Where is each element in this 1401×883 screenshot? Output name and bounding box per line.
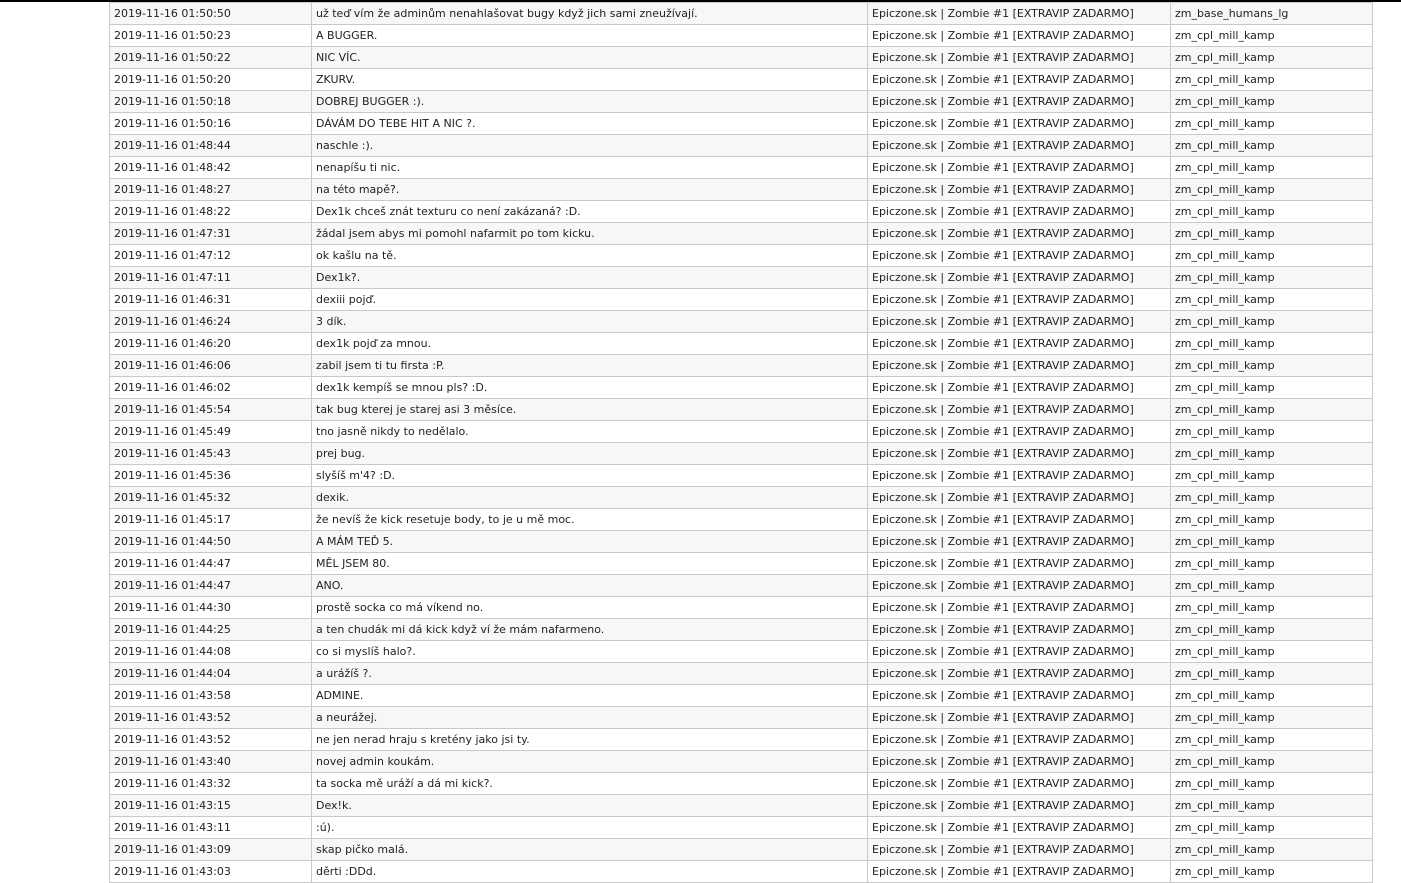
timestamp-cell: 2019-11-16 01:44:08 <box>110 641 312 663</box>
server-cell: Epiczone.sk | Zombie #1 [EXTRAVIP ZADARMO] <box>868 861 1171 883</box>
timestamp-cell: 2019-11-16 01:50:23 <box>110 25 312 47</box>
server-cell: Epiczone.sk | Zombie #1 [EXTRAVIP ZADARMO] <box>868 135 1171 157</box>
server-cell: Epiczone.sk | Zombie #1 [EXTRAVIP ZADARMO] <box>868 267 1171 289</box>
map-cell: zm_cpl_mill_kamp <box>1171 135 1373 157</box>
server-cell: Epiczone.sk | Zombie #1 [EXTRAVIP ZADARMO] <box>868 3 1171 25</box>
map-cell: zm_cpl_mill_kamp <box>1171 201 1373 223</box>
message-cell: ANO. <box>312 575 868 597</box>
map-cell: zm_cpl_mill_kamp <box>1171 245 1373 267</box>
table-row <box>110 135 1373 157</box>
message-cell: dexik. <box>312 487 868 509</box>
table-row <box>110 509 1373 531</box>
table-row <box>110 773 1373 795</box>
timestamp-cell: 2019-11-16 01:44:47 <box>110 553 312 575</box>
table-row <box>110 707 1373 729</box>
message-cell: :ú). <box>312 817 868 839</box>
table-row <box>110 729 1373 751</box>
timestamp-cell: 2019-11-16 01:43:03 <box>110 861 312 883</box>
map-cell: zm_cpl_mill_kamp <box>1171 267 1373 289</box>
map-cell: zm_cpl_mill_kamp <box>1171 597 1373 619</box>
map-cell: zm_cpl_mill_kamp <box>1171 575 1373 597</box>
table-row <box>110 3 1373 25</box>
message-cell: MĚL JSEM 80. <box>312 553 868 575</box>
message-cell: naschle :). <box>312 135 868 157</box>
message-cell: ne jen nerad hraju s kretény jako jsi ty. <box>312 729 868 751</box>
server-cell: Epiczone.sk | Zombie #1 [EXTRAVIP ZADARMO] <box>868 597 1171 619</box>
message-cell: ZKURV. <box>312 69 868 91</box>
map-cell: zm_cpl_mill_kamp <box>1171 861 1373 883</box>
table-row <box>110 817 1373 839</box>
timestamp-cell: 2019-11-16 01:50:20 <box>110 69 312 91</box>
table-row <box>110 47 1373 69</box>
map-cell: zm_cpl_mill_kamp <box>1171 729 1373 751</box>
server-cell: Epiczone.sk | Zombie #1 [EXTRAVIP ZADARMO] <box>868 179 1171 201</box>
table-row <box>110 69 1373 91</box>
message-cell: NIC VÍC. <box>312 47 868 69</box>
server-cell: Epiczone.sk | Zombie #1 [EXTRAVIP ZADARMO] <box>868 729 1171 751</box>
map-cell: zm_cpl_mill_kamp <box>1171 311 1373 333</box>
table-row <box>110 179 1373 201</box>
timestamp-cell: 2019-11-16 01:46:24 <box>110 311 312 333</box>
server-cell: Epiczone.sk | Zombie #1 [EXTRAVIP ZADARMO] <box>868 377 1171 399</box>
map-cell: zm_cpl_mill_kamp <box>1171 421 1373 443</box>
timestamp-cell: 2019-11-16 01:43:58 <box>110 685 312 707</box>
message-cell: Dex1k?. <box>312 267 868 289</box>
table-row <box>110 619 1373 641</box>
server-cell: Epiczone.sk | Zombie #1 [EXTRAVIP ZADARMO] <box>868 421 1171 443</box>
timestamp-cell: 2019-11-16 01:44:04 <box>110 663 312 685</box>
timestamp-cell: 2019-11-16 01:50:16 <box>110 113 312 135</box>
map-cell: zm_cpl_mill_kamp <box>1171 795 1373 817</box>
table-row <box>110 751 1373 773</box>
server-cell: Epiczone.sk | Zombie #1 [EXTRAVIP ZADARMO] <box>868 531 1171 553</box>
server-cell: Epiczone.sk | Zombie #1 [EXTRAVIP ZADARMO] <box>868 69 1171 91</box>
map-cell: zm_cpl_mill_kamp <box>1171 399 1373 421</box>
server-cell: Epiczone.sk | Zombie #1 [EXTRAVIP ZADARMO] <box>868 641 1171 663</box>
table-row <box>110 91 1373 113</box>
map-cell: zm_cpl_mill_kamp <box>1171 289 1373 311</box>
server-cell: Epiczone.sk | Zombie #1 [EXTRAVIP ZADARMO] <box>868 201 1171 223</box>
server-cell: Epiczone.sk | Zombie #1 [EXTRAVIP ZADARMO] <box>868 751 1171 773</box>
table-row <box>110 421 1373 443</box>
message-cell: 3 dík. <box>312 311 868 333</box>
server-cell: Epiczone.sk | Zombie #1 [EXTRAVIP ZADARMO] <box>868 311 1171 333</box>
timestamp-cell: 2019-11-16 01:44:30 <box>110 597 312 619</box>
map-cell: zm_cpl_mill_kamp <box>1171 641 1373 663</box>
server-cell: Epiczone.sk | Zombie #1 [EXTRAVIP ZADARMO] <box>868 443 1171 465</box>
timestamp-cell: 2019-11-16 01:45:49 <box>110 421 312 443</box>
server-cell: Epiczone.sk | Zombie #1 [EXTRAVIP ZADARMO] <box>868 223 1171 245</box>
server-cell: Epiczone.sk | Zombie #1 [EXTRAVIP ZADARMO] <box>868 795 1171 817</box>
message-cell: tak bug kterej je starej asi 3 měsíce. <box>312 399 868 421</box>
chat-log-table <box>109 2 1373 883</box>
message-cell: že nevíš že kick resetuje body, to je u mě moc. <box>312 509 868 531</box>
message-cell: a neurážej. <box>312 707 868 729</box>
table-row <box>110 289 1373 311</box>
table-row <box>110 157 1373 179</box>
server-cell: Epiczone.sk | Zombie #1 [EXTRAVIP ZADARMO] <box>868 399 1171 421</box>
timestamp-cell: 2019-11-16 01:44:25 <box>110 619 312 641</box>
message-cell: prostě socka co má víkend no. <box>312 597 868 619</box>
table-row <box>110 113 1373 135</box>
message-cell: dexiii pojď. <box>312 289 868 311</box>
map-cell: zm_cpl_mill_kamp <box>1171 707 1373 729</box>
timestamp-cell: 2019-11-16 01:47:12 <box>110 245 312 267</box>
message-cell: dex1k kempíš se mnou pls? :D. <box>312 377 868 399</box>
message-cell: žádal jsem abys mi pomohl nafarmit po tom kicku. <box>312 223 868 245</box>
table-row <box>110 267 1373 289</box>
timestamp-cell: 2019-11-16 01:43:52 <box>110 729 312 751</box>
server-cell: Epiczone.sk | Zombie #1 [EXTRAVIP ZADARMO] <box>868 619 1171 641</box>
timestamp-cell: 2019-11-16 01:45:36 <box>110 465 312 487</box>
map-cell: zm_cpl_mill_kamp <box>1171 157 1373 179</box>
timestamp-cell: 2019-11-16 01:44:47 <box>110 575 312 597</box>
message-cell: Dex!k. <box>312 795 868 817</box>
server-cell: Epiczone.sk | Zombie #1 [EXTRAVIP ZADARMO] <box>868 575 1171 597</box>
table-row <box>110 597 1373 619</box>
table-row <box>110 839 1373 861</box>
message-cell: DOBREJ BUGGER :). <box>312 91 868 113</box>
server-cell: Epiczone.sk | Zombie #1 [EXTRAVIP ZADARMO] <box>868 91 1171 113</box>
message-cell: ADMINE. <box>312 685 868 707</box>
table-row <box>110 795 1373 817</box>
table-row <box>110 223 1373 245</box>
timestamp-cell: 2019-11-16 01:45:17 <box>110 509 312 531</box>
timestamp-cell: 2019-11-16 01:43:52 <box>110 707 312 729</box>
timestamp-cell: 2019-11-16 01:47:11 <box>110 267 312 289</box>
server-cell: Epiczone.sk | Zombie #1 [EXTRAVIP ZADARMO] <box>868 553 1171 575</box>
table-row <box>110 25 1373 47</box>
message-cell: co si myslíš halo?. <box>312 641 868 663</box>
timestamp-cell: 2019-11-16 01:48:27 <box>110 179 312 201</box>
timestamp-cell: 2019-11-16 01:46:20 <box>110 333 312 355</box>
message-cell: už teď vím že adminům nenahlašovat bugy když jich sami zneužívají. <box>312 3 868 25</box>
message-cell: novej admin koukám. <box>312 751 868 773</box>
table-row <box>110 355 1373 377</box>
timestamp-cell: 2019-11-16 01:45:43 <box>110 443 312 465</box>
table-row <box>110 575 1373 597</box>
server-cell: Epiczone.sk | Zombie #1 [EXTRAVIP ZADARMO] <box>868 773 1171 795</box>
server-cell: Epiczone.sk | Zombie #1 [EXTRAVIP ZADARMO] <box>868 355 1171 377</box>
message-cell: dex1k pojď za mnou. <box>312 333 868 355</box>
message-cell: ta socka mě uráží a dá mi kick?. <box>312 773 868 795</box>
map-cell: zm_cpl_mill_kamp <box>1171 509 1373 531</box>
map-cell: zm_cpl_mill_kamp <box>1171 531 1373 553</box>
message-cell: DÁVÁM DO TEBE HIT A NIC ?. <box>312 113 868 135</box>
map-cell: zm_cpl_mill_kamp <box>1171 817 1373 839</box>
table-row <box>110 465 1373 487</box>
map-cell: zm_cpl_mill_kamp <box>1171 333 1373 355</box>
map-cell: zm_cpl_mill_kamp <box>1171 685 1373 707</box>
server-cell: Epiczone.sk | Zombie #1 [EXTRAVIP ZADARMO] <box>868 487 1171 509</box>
message-cell: a ten chudák mi dá kick když ví že mám nafarmeno. <box>312 619 868 641</box>
server-cell: Epiczone.sk | Zombie #1 [EXTRAVIP ZADARMO] <box>868 157 1171 179</box>
table-row <box>110 333 1373 355</box>
map-cell: zm_cpl_mill_kamp <box>1171 465 1373 487</box>
message-cell: zabil jsem ti tu firsta :P. <box>312 355 868 377</box>
table-row <box>110 443 1373 465</box>
message-cell: nenapíšu ti nic. <box>312 157 868 179</box>
table-row <box>110 201 1373 223</box>
map-cell: zm_cpl_mill_kamp <box>1171 25 1373 47</box>
map-cell: zm_cpl_mill_kamp <box>1171 773 1373 795</box>
server-cell: Epiczone.sk | Zombie #1 [EXTRAVIP ZADARMO] <box>868 707 1171 729</box>
map-cell: zm_cpl_mill_kamp <box>1171 751 1373 773</box>
map-cell: zm_base_humans_lg <box>1171 3 1373 25</box>
chat-log-table-container <box>109 2 1372 883</box>
message-cell: prej bug. <box>312 443 868 465</box>
table-row <box>110 531 1373 553</box>
timestamp-cell: 2019-11-16 01:50:50 <box>110 3 312 25</box>
timestamp-cell: 2019-11-16 01:46:02 <box>110 377 312 399</box>
message-cell: ok kašlu na tě. <box>312 245 868 267</box>
table-row <box>110 487 1373 509</box>
timestamp-cell: 2019-11-16 01:45:32 <box>110 487 312 509</box>
timestamp-cell: 2019-11-16 01:43:40 <box>110 751 312 773</box>
server-cell: Epiczone.sk | Zombie #1 [EXTRAVIP ZADARMO] <box>868 839 1171 861</box>
map-cell: zm_cpl_mill_kamp <box>1171 355 1373 377</box>
map-cell: zm_cpl_mill_kamp <box>1171 619 1373 641</box>
timestamp-cell: 2019-11-16 01:44:50 <box>110 531 312 553</box>
timestamp-cell: 2019-11-16 01:50:22 <box>110 47 312 69</box>
table-row <box>110 377 1373 399</box>
message-cell: tno jasně nikdy to nedělalo. <box>312 421 868 443</box>
table-row <box>110 245 1373 267</box>
timestamp-cell: 2019-11-16 01:46:06 <box>110 355 312 377</box>
timestamp-cell: 2019-11-16 01:50:18 <box>110 91 312 113</box>
server-cell: Epiczone.sk | Zombie #1 [EXTRAVIP ZADARMO] <box>868 47 1171 69</box>
map-cell: zm_cpl_mill_kamp <box>1171 223 1373 245</box>
message-cell: A MÁM TEĎ 5. <box>312 531 868 553</box>
table-row <box>110 663 1373 685</box>
server-cell: Epiczone.sk | Zombie #1 [EXTRAVIP ZADARMO] <box>868 289 1171 311</box>
timestamp-cell: 2019-11-16 01:48:44 <box>110 135 312 157</box>
timestamp-cell: 2019-11-16 01:48:22 <box>110 201 312 223</box>
server-cell: Epiczone.sk | Zombie #1 [EXTRAVIP ZADARMO] <box>868 817 1171 839</box>
server-cell: Epiczone.sk | Zombie #1 [EXTRAVIP ZADARMO] <box>868 465 1171 487</box>
message-cell: slyšíš m'4? :D. <box>312 465 868 487</box>
message-cell: Dex1k chceš znát texturu co není zakázaná? :D. <box>312 201 868 223</box>
map-cell: zm_cpl_mill_kamp <box>1171 47 1373 69</box>
timestamp-cell: 2019-11-16 01:43:09 <box>110 839 312 861</box>
table-row <box>110 641 1373 663</box>
message-cell: a urážíš ?. <box>312 663 868 685</box>
message-cell: A BUGGER. <box>312 25 868 47</box>
table-row <box>110 399 1373 421</box>
timestamp-cell: 2019-11-16 01:47:31 <box>110 223 312 245</box>
server-cell: Epiczone.sk | Zombie #1 [EXTRAVIP ZADARMO] <box>868 25 1171 47</box>
timestamp-cell: 2019-11-16 01:43:15 <box>110 795 312 817</box>
message-cell: skap pičko malá. <box>312 839 868 861</box>
table-row <box>110 311 1373 333</box>
table-row <box>110 685 1373 707</box>
map-cell: zm_cpl_mill_kamp <box>1171 487 1373 509</box>
map-cell: zm_cpl_mill_kamp <box>1171 553 1373 575</box>
map-cell: zm_cpl_mill_kamp <box>1171 443 1373 465</box>
server-cell: Epiczone.sk | Zombie #1 [EXTRAVIP ZADARMO] <box>868 509 1171 531</box>
server-cell: Epiczone.sk | Zombie #1 [EXTRAVIP ZADARMO] <box>868 685 1171 707</box>
map-cell: zm_cpl_mill_kamp <box>1171 179 1373 201</box>
timestamp-cell: 2019-11-16 01:43:32 <box>110 773 312 795</box>
map-cell: zm_cpl_mill_kamp <box>1171 663 1373 685</box>
timestamp-cell: 2019-11-16 01:46:31 <box>110 289 312 311</box>
message-cell: děrti :DDd. <box>312 861 868 883</box>
map-cell: zm_cpl_mill_kamp <box>1171 69 1373 91</box>
map-cell: zm_cpl_mill_kamp <box>1171 113 1373 135</box>
chat-log-body <box>110 3 1373 883</box>
map-cell: zm_cpl_mill_kamp <box>1171 839 1373 861</box>
server-cell: Epiczone.sk | Zombie #1 [EXTRAVIP ZADARMO] <box>868 333 1171 355</box>
server-cell: Epiczone.sk | Zombie #1 [EXTRAVIP ZADARMO] <box>868 663 1171 685</box>
server-cell: Epiczone.sk | Zombie #1 [EXTRAVIP ZADARMO] <box>868 113 1171 135</box>
timestamp-cell: 2019-11-16 01:43:11 <box>110 817 312 839</box>
table-row <box>110 861 1373 883</box>
table-row <box>110 553 1373 575</box>
message-cell: na této mapě?. <box>312 179 868 201</box>
map-cell: zm_cpl_mill_kamp <box>1171 91 1373 113</box>
server-cell: Epiczone.sk | Zombie #1 [EXTRAVIP ZADARMO] <box>868 245 1171 267</box>
map-cell: zm_cpl_mill_kamp <box>1171 377 1373 399</box>
timestamp-cell: 2019-11-16 01:48:42 <box>110 157 312 179</box>
timestamp-cell: 2019-11-16 01:45:54 <box>110 399 312 421</box>
